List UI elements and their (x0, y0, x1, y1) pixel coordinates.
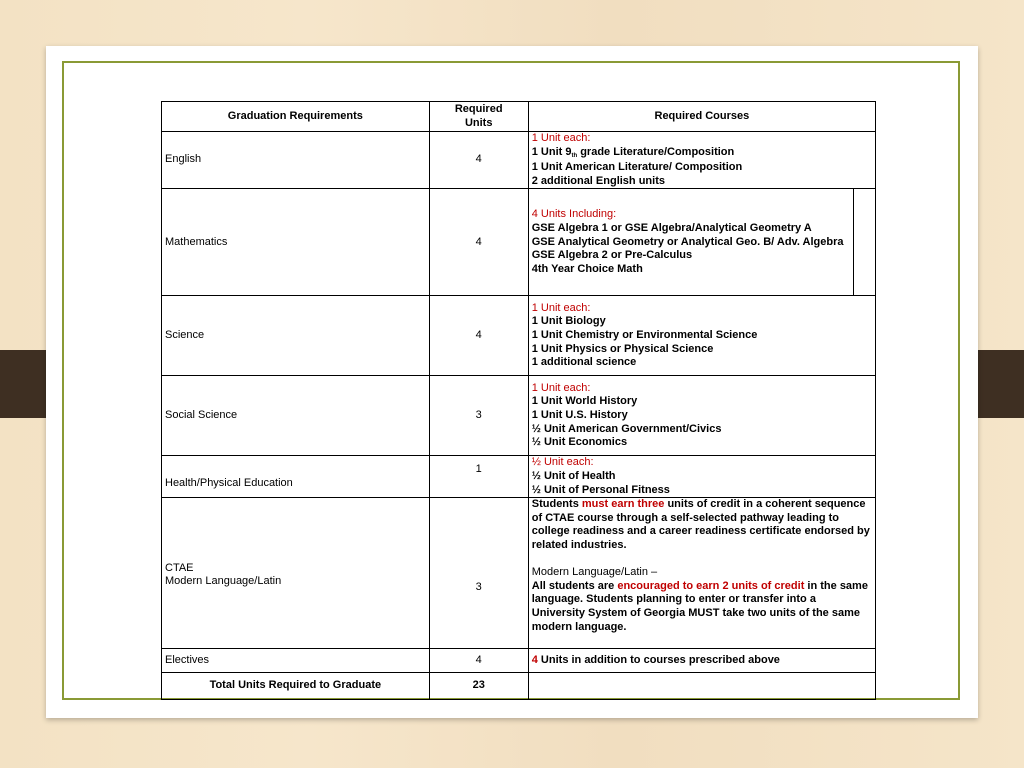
course-line: 1 additional science (531, 356, 637, 369)
courses-intro: 1 Unit each: (531, 381, 591, 394)
row-name: English (162, 132, 430, 189)
courses-intro: ½ Unit each: (531, 456, 594, 469)
course-line: 1 Unit Physics or Physical Science (531, 342, 714, 355)
course-line: GSE Algebra 1 or GSE Algebra/Analytical Geometry A (531, 221, 812, 234)
row-name: Science (162, 296, 430, 376)
course-line: ½ Unit American Government/Civics (531, 422, 722, 435)
header-units-line1: Required (454, 102, 503, 115)
modern-language-paragraph: All students are encouraged to earn 2 units of credit in the same language. Students planning to enter or transfer into a University System of Georgia MUST take two units of the same modern language. (531, 579, 868, 633)
row-name: Social Science (162, 376, 430, 456)
modern-language-title: Modern Language/Latin – (531, 566, 658, 579)
row-name: Health/Physical Education (162, 456, 430, 498)
table-row-electives (162, 649, 876, 673)
header-required-courses: Required Courses (528, 102, 875, 132)
row-courses (528, 456, 875, 498)
course-line: GSE Analytical Geometry or Analytical Geo. B/ Adv. Algebra (531, 235, 844, 248)
table-row-english (162, 132, 876, 189)
row-name-line2: Modern Language/Latin (165, 575, 282, 588)
slide (46, 46, 978, 718)
table-row-health-pe (162, 456, 876, 498)
row-units: 1 (429, 456, 528, 498)
courses-intro: 1 Unit each: (531, 301, 591, 314)
row-units: 4 (429, 296, 528, 376)
course-line: ½ Unit Economics (531, 436, 628, 449)
course-line: 1 Unit American Literature/ Composition (531, 161, 743, 174)
courses-intro: 4 Units Including: (531, 208, 617, 221)
table-row-total (162, 673, 876, 700)
row-units: 4 (429, 132, 528, 189)
total-courses-empty (528, 673, 875, 700)
ctae-paragraph: Students must earn three units of credit in a coherent sequence of CTAE course through a self-selected pathway leading to college readiness and a career readiness certificate endorsed by related industries. (531, 498, 870, 551)
graduation-requirements-table (161, 101, 876, 700)
course-line: ½ Unit of Personal Fitness (531, 483, 670, 496)
header-units-line2: Units (464, 116, 493, 129)
course-line: 1 Unit U.S. History (531, 409, 628, 422)
table-row-ctae (162, 498, 876, 649)
row-units: 3 (429, 376, 528, 456)
row-units: 4 (429, 649, 528, 673)
row-units: 3 (429, 498, 528, 649)
course-line: 1 Unit Chemistry or Environmental Science (531, 329, 758, 342)
row-name: Electives (162, 649, 430, 673)
table-row-mathematics (162, 189, 876, 296)
inner-divider (853, 189, 854, 295)
courses-intro: 1 Unit each: (531, 132, 591, 144)
course-line: ½ Unit of Health (531, 469, 616, 482)
course-line: 1 Unit Biology (531, 315, 606, 328)
course-line: GSE Algebra 2 or Pre-Calculus (531, 249, 693, 262)
header-required-units (429, 102, 528, 132)
row-courses (528, 498, 875, 649)
course-line: 4th Year Choice Math (531, 262, 643, 275)
course-line: 2 additional English units (531, 174, 665, 187)
row-courses (528, 376, 875, 456)
header-graduation-requirements: Graduation Requirements (162, 102, 430, 132)
row-courses: 4 Units in addition to courses prescribed above (528, 649, 875, 673)
row-units: 4 (429, 189, 528, 296)
total-units: 23 (429, 673, 528, 700)
row-courses (528, 132, 875, 189)
row-name: Mathematics (162, 189, 430, 296)
row-name-line1: CTAE (165, 561, 194, 574)
table-header-row (162, 102, 876, 132)
course-line: 1 Unit World History (531, 395, 638, 408)
course-line: 1 Unit 9th grade Literature/Composition (531, 145, 735, 159)
table-row-science (162, 296, 876, 376)
row-name (162, 498, 430, 649)
table-row-social-science (162, 376, 876, 456)
total-label: Total Units Required to Graduate (162, 673, 430, 700)
row-courses (528, 296, 875, 376)
row-courses (528, 189, 875, 296)
